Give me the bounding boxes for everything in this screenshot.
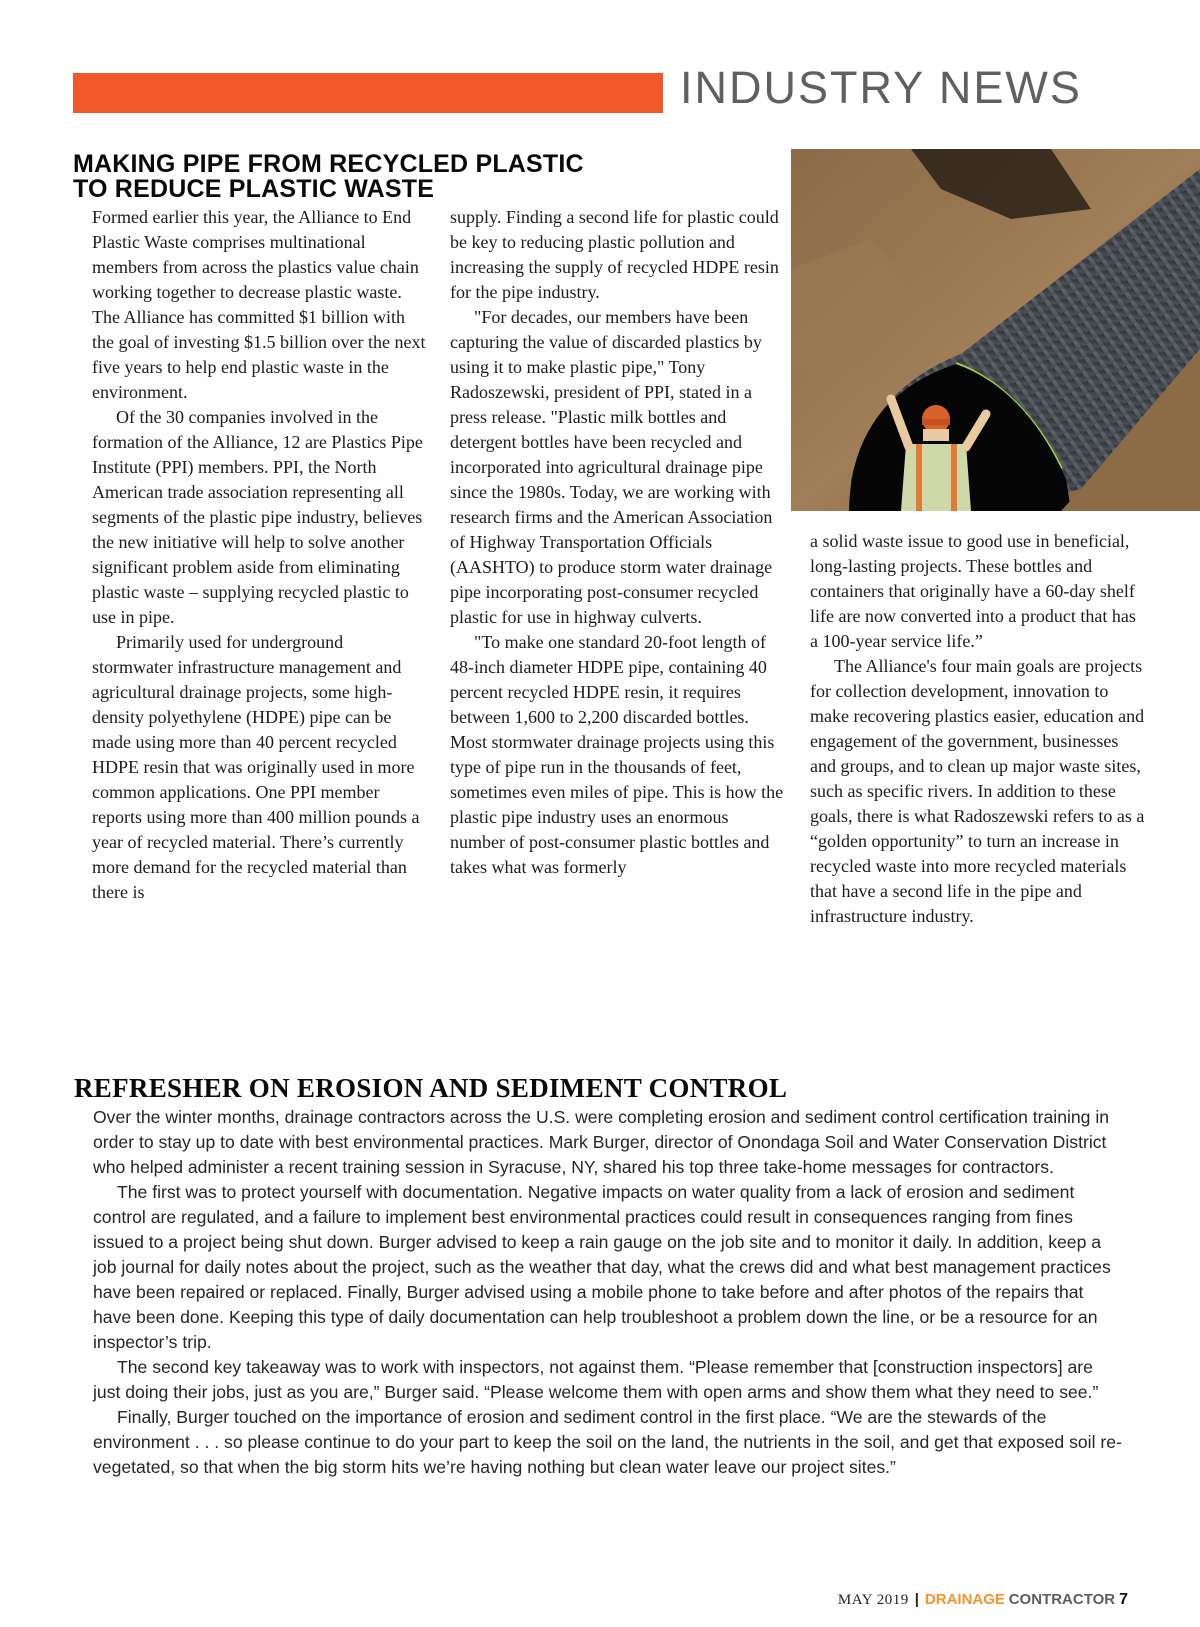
paragraph: The second key takeaway was to work with inspectors, not against them. “Please remember that [construction inspectors] are just doing their jobs, just as you are,” Burger said. “Please welcome them with open arms and show them what they need to see.”	[93, 1357, 1099, 1402]
article2-headline: REFRESHER ON EROSION AND SEDIMENT CONTROL	[74, 1073, 788, 1103]
paragraph: Of the 30 companies involved in the formation of the Alliance, 12 are Plastics Pipe Institute (PPI) members. PPI, the North American trade association representing all segments of the plastic pipe industry, believes the new initiative will help to solve another significant problem aside from eliminating plastic waste – supplying recycled plastic to use in pipe.	[92, 407, 423, 627]
section-label: INDUSTRY NEWS	[680, 62, 1082, 113]
paragraph: "To make one standard 20-foot length of 48-inch diameter HDPE pipe, containing 40 percent recycled HDPE resin, it requires between 1,600 to 2,200 discarded bottles. Most stormwater drainage projects using this type of pipe run in the thousands of feet, sometimes even miles of pipe. This is how the plastic pipe industry uses an enormous number of post-consumer plastic bottles and takes what was formerly	[450, 632, 784, 877]
paragraph: The Alliance's four main goals are projects for collection development, innovation to make recovering plastics easier, education and engagement of the government, businesses and groups, and to clean up major waste sites, such as specific rivers. In addition to these goals, there is what Radoszewski refers to as a “golden opportunity” to turn an increase in recycled waste into more recycled materials that have a second life in the pipe and infrastructure industry.	[810, 656, 1145, 926]
paragraph: Over the winter months, drainage contractors across the U.S. were completing erosion and sediment control certification training in order to stay up to date with best environmental practices. Mark Burger, director of Onondaga Soil and Water Conservation District who helped administer a recent training session in Syracuse, NY, shared his top three take-home messages for contractors.	[93, 1107, 1110, 1177]
headline-line-2: TO REDUCE PLASTIC WASTE	[73, 175, 435, 203]
issue-date: MAY 2019	[837, 1592, 909, 1608]
article1-column-1	[92, 205, 427, 905]
photo-image-icon	[791, 149, 1200, 511]
article2-body	[93, 1105, 1123, 1480]
brand-name-part1: DRAINAGE	[924, 1591, 1005, 1608]
article1-column-2	[450, 205, 785, 880]
page-footer	[838, 1591, 1128, 1609]
paragraph: The first was to protect yourself with documentation. Negative impacts on water quality from a lack of erosion and sediment control are regulated, and a failure to implement best environmental practices could result in consequences ranging from fines issued to a project being shut down. Burger advised to keep a rain gauge on the job site and to monitor it daily. In addition, keep a job journal for daily notes about the project, such as the weather that day, what the crews did and what best management practices have been repaired or replaced. Finally, Burger advised using a mobile phone to take before and after photos of the repairs that have been done. Keeping this type of daily documentation can help troubleshoot a problem down the line, or be a resource for an inspector’s trip.	[93, 1182, 1111, 1352]
article1-headline	[73, 152, 693, 202]
headline-line-1: MAKING PIPE FROM RECYCLED PLASTIC	[73, 150, 584, 178]
header-accent-bar	[73, 73, 663, 113]
paragraph: supply. Finding a second life for plastic could be key to reducing plastic pollution and increasing the supply of recycled HDPE resin for the pipe industry.	[450, 207, 779, 302]
paragraph: Finally, Burger touched on the importance of erosion and sediment control in the first place. “We are the stewards of the environment . . . so please continue to do your part to keep the soil on the land, the nutrients in the soil, and get that exposed soil re-vegetated, so that when the big storm hits we’re having nothing but clean water leave our project sites.”	[93, 1407, 1122, 1477]
footer-separator: |	[914, 1591, 919, 1608]
article1-column-3	[810, 529, 1145, 929]
paragraph: a solid waste issue to good use in beneficial, long-lasting projects. These bottles and containers that originally have a 60-day shelf life are now converted into a product that has a 100-year service life.”	[810, 531, 1136, 651]
paragraph: Primarily used for underground stormwater infrastructure management and agricultural drainage projects, some high-density polyethylene (HDPE) pipe can be made using more than 40 percent recycled HDPE resin that was originally used in more common applications. One PPI member reports using more than 400 million pounds a year of recycled material. There’s currently more demand for the recycled material than there is	[92, 632, 420, 902]
brand-name-part2: CONTRACTOR	[1008, 1591, 1116, 1608]
paragraph: Formed earlier this year, the Alliance to End Plastic Waste comprises multinational members from across the plastics value chain working together to decrease plastic waste. The Alliance has committed $1 billion with the goal of investing $1.5 billion over the next five years to help end plastic waste in the environment.	[92, 207, 426, 402]
article1-photo	[791, 149, 1200, 511]
page-number: 7	[1119, 1591, 1128, 1608]
paragraph: "For decades, our members have been capturing the value of discarded plastics by using it to make plastic pipe," Tony Radoszewski, president of PPI, stated in a press release. "Plastic milk bottles and detergent bottles have been recycled and incorporated into agricultural drainage pipe since the 1980s. Today, we are working with research firms and the American Association of Highway Transportation Officials (AASHTO) to produce storm water drainage pipe incorporating post-consumer recycled plastic for use in highway culverts.	[450, 307, 773, 627]
